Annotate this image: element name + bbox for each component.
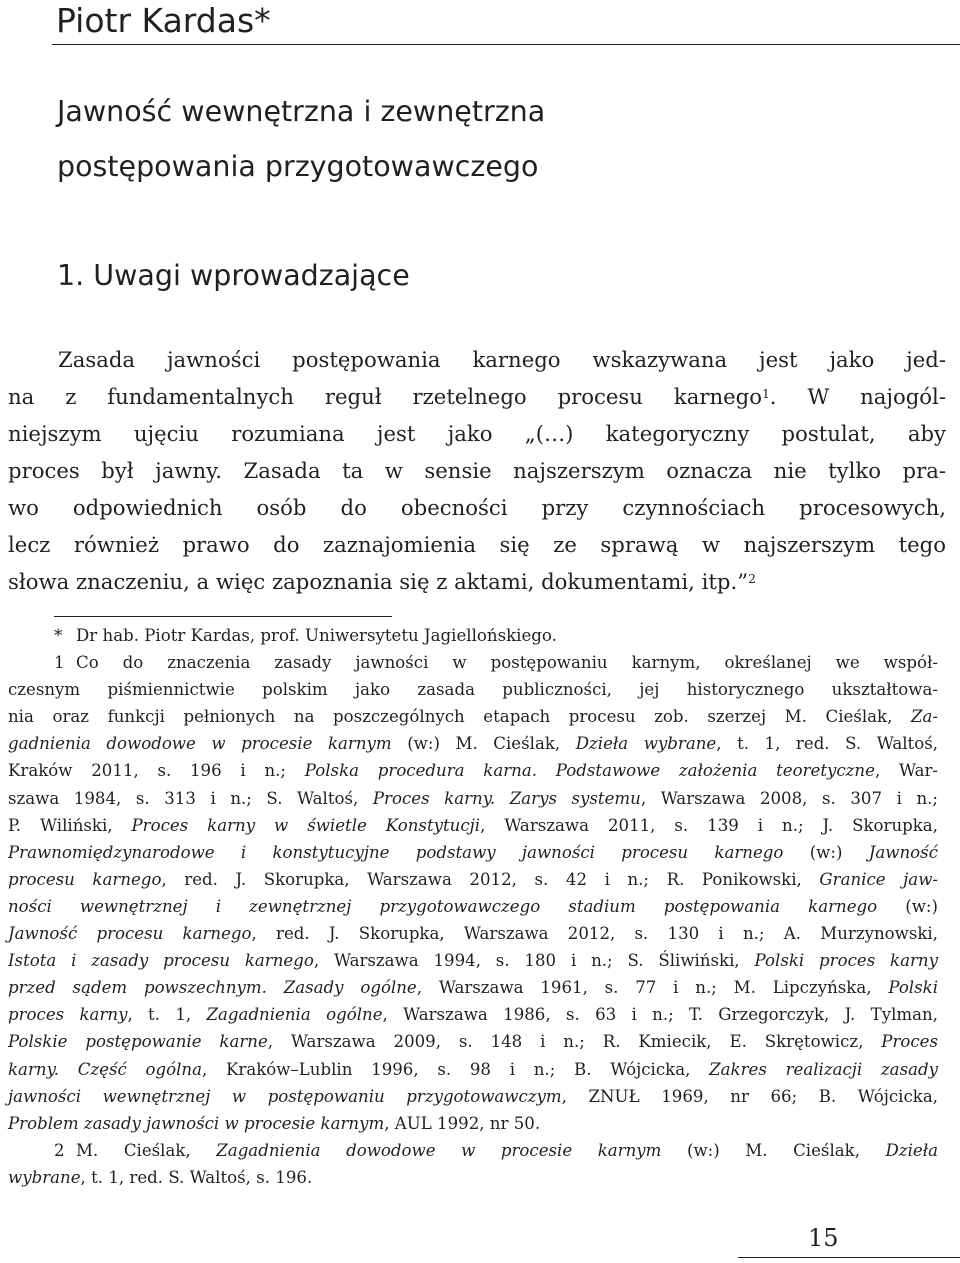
author-name: Piotr Kardas* <box>56 1 271 40</box>
article-title <box>57 84 545 194</box>
footnotes <box>8 622 938 1191</box>
footnote-text: Kraków 2011, s. 196 i n.; <box>8 761 305 781</box>
footnote-line <box>8 893 938 920</box>
footnote-ref: 1 <box>761 387 770 401</box>
footnote-line <box>8 920 938 947</box>
citation-title: Jawność procesu karnego <box>8 924 252 944</box>
footnote-line <box>8 649 938 676</box>
citation-title: przed sądem powszechnym. Zasady ogólne <box>8 978 417 998</box>
footnote-line <box>8 839 938 866</box>
citation-title: Polska procedura karna. Podstawowe założenia teoretyczne <box>304 761 875 781</box>
body-text: słowa znaczeniu, a więc zapoznania się z aktami, dokumentami, itp.” <box>8 569 749 594</box>
citation-title: Za- <box>910 707 938 727</box>
title-line: Jawność wewnętrzna i zewnętrzna <box>57 95 546 128</box>
citation-title: Jawność <box>868 842 938 862</box>
citation-title: jawności wewnętrznej w postępowaniu przygotowawczym <box>8 1086 562 1106</box>
footnote-text: , Warszawa 1994, s. 180 i n.; S. Śliwiński, <box>313 951 755 971</box>
footnote-text: , t. 1, red. S. Waltoś, s. 196. <box>80 1167 313 1187</box>
footnote-number: 1 <box>54 653 65 673</box>
footnote-text: (w:) <box>877 896 938 916</box>
footnote-text: , t. 1, <box>127 1005 207 1025</box>
page-number: 15 <box>808 1224 839 1252</box>
citation-title: Proces karny w świetle Konstytucji <box>131 815 481 835</box>
body-line <box>8 563 946 600</box>
citation-title: procesu karnego <box>8 869 162 889</box>
footnote-text: , red. J. Skorupka, Warszawa 2012, s. 130 i n.; A. Murzynowski, <box>251 924 938 944</box>
body-line <box>8 341 946 378</box>
body-text: niejszym ujęciu rozumiana jest jako „(…) kategoryczny postulat, aby <box>8 421 946 446</box>
citation-title: wybrane <box>8 1167 81 1187</box>
citation-title: Proces karny. Zarys systemu <box>372 788 641 808</box>
footnote-text: , Kraków–Lublin 1996, s. 98 i n.; B. Wójcicka, <box>202 1059 710 1079</box>
body-line <box>8 526 946 563</box>
footnote-separator <box>54 616 392 617</box>
citation-title: ności wewnętrznej i zewnętrznej przygotowawczego stadium postępowania karnego <box>8 896 878 916</box>
footnote-line <box>8 1001 938 1028</box>
title-line: postępowania przygotowawczego <box>57 150 539 183</box>
header-rule <box>52 44 960 45</box>
body-text-segment: . W najogól- <box>769 384 946 409</box>
body-line <box>8 489 946 526</box>
footnote-text: , red. J. Skorupka, Warszawa 2012, s. 42 i n.; R. Ponikowski, <box>161 869 820 889</box>
footnote-text: (w:) <box>783 842 869 862</box>
footnote-line <box>8 676 938 703</box>
footnote-line <box>8 1028 938 1055</box>
citation-title: Istota i zasady procesu karnego <box>8 951 314 971</box>
footnote-text: , Warszawa 1986, s. 63 i n.; T. Grzegorczyk, J. Tylman, <box>382 1005 938 1025</box>
body-line <box>8 452 946 489</box>
footnote-mark: * <box>54 626 63 645</box>
footnote-line <box>8 812 938 839</box>
footnote-line <box>8 1056 938 1083</box>
footnote-line <box>8 1083 938 1110</box>
footnote-author <box>8 622 938 649</box>
footnote-text: , Warszawa 2008, s. 307 i n.; <box>640 788 939 808</box>
citation-title: Dzieła <box>885 1140 938 1160</box>
footnote-text: szawa 1984, s. 313 i n.; S. Waltoś, <box>8 788 373 808</box>
body-text-segment: na z fundamentalnych reguł rzetelnego procesu karnego <box>8 384 762 409</box>
citation-title: Polski <box>888 978 938 998</box>
footnote-text: (w:) M. Cieślak, <box>661 1140 886 1160</box>
footnote-text: Dr hab. Piotr Kardas, prof. Uniwersytetu Jagiellońskiego. <box>76 626 557 645</box>
page-number-rule <box>738 1257 960 1258</box>
footnote-text: M. Cieślak, <box>76 1140 217 1160</box>
body-text: lecz również prawo do zaznajomienia się ze sprawą w najszerszym tego <box>8 532 946 557</box>
footnote-line <box>8 974 938 1001</box>
footnote-text: , Warszawa 1961, s. 77 i n.; M. Lipczyńska, <box>416 978 889 998</box>
citation-title: Polski proces karny <box>754 951 938 971</box>
citation-title: Zagadnienia dowodowe w procesie karnym <box>216 1140 662 1160</box>
footnote-line <box>8 757 938 784</box>
citation-title: gadnienia dowodowe w procesie karnym <box>8 734 392 754</box>
citation-title: proces karny <box>8 1005 128 1025</box>
body-text: wo odpowiednich osób do obecności przy czynnościach procesowych, <box>8 495 946 520</box>
footnote-line <box>8 703 938 730</box>
citation-title: Zagadnienia ogólne <box>206 1005 383 1025</box>
citation-title: Granice jaw- <box>819 869 939 889</box>
footnote-line <box>8 1164 938 1191</box>
footnote-text: czesnym piśmiennictwie polskim jako zasada publiczności, jej historycznego ukształtowa- <box>8 680 938 700</box>
footnote-line <box>8 1137 938 1164</box>
footnote-line <box>8 785 938 812</box>
section-heading: 1. Uwagi wprowadzające <box>57 259 410 292</box>
body-text: Zasada jawności postępowania karnego wskazywana jest jako jed- <box>58 347 946 372</box>
footnote-text: , Warszawa 2009, s. 148 i n.; R. Kmiecik, E. Skrętowicz, <box>267 1032 882 1052</box>
footnote-line <box>8 866 938 893</box>
body-paragraph <box>8 341 946 600</box>
citation-title: Prawnomiędzynarodowe i konstytucyjne podstawy jawności procesu karnego <box>8 842 784 862</box>
footnote-text: , ZNUŁ 1969, nr 66; B. Wójcicka, <box>561 1086 938 1106</box>
citation-title: Polskie postępowanie karne <box>8 1032 268 1052</box>
citation-title: Zakres realizacji zasady <box>709 1059 938 1079</box>
citation-title: Problem zasady jawności w procesie karnym <box>8 1113 385 1133</box>
footnote-text: Co do znaczenia zasady jawności w postępowaniu karnym, określanej we współ- <box>76 653 938 673</box>
citation-title: karny. Część ogólna <box>8 1059 203 1079</box>
footnote-text: nia oraz funkcji pełnionych na poszczególnych etapach procesu zob. szerzej M. Cieślak, <box>8 707 911 727</box>
footnote-text: P. Wiliński, <box>8 815 132 835</box>
body-text <box>8 384 946 409</box>
footnote-line <box>8 947 938 974</box>
footnote-text: , AUL 1992, nr 50. <box>384 1113 541 1133</box>
body-text: proces był jawny. Zasada ta w sensie najszerszym oznacza nie tylko pra- <box>8 458 946 483</box>
footnote-text: , t. 1, red. S. Waltoś, <box>716 734 938 754</box>
body-line <box>8 415 946 452</box>
footnote-text: , War- <box>874 761 938 781</box>
footnote-number: 2 <box>54 1140 65 1160</box>
footnote-text: (w:) M. Cieślak, <box>391 734 576 754</box>
footnote-text: , Warszawa 2011, s. 139 i n.; J. Skorupka, <box>480 815 938 835</box>
footnote-ref: 2 <box>748 572 756 586</box>
body-line <box>8 378 946 415</box>
footnote-line <box>8 730 938 757</box>
footnote-line <box>8 1110 938 1137</box>
citation-title: Dzieła wybrane <box>575 734 717 754</box>
citation-title: Proces <box>881 1032 938 1052</box>
